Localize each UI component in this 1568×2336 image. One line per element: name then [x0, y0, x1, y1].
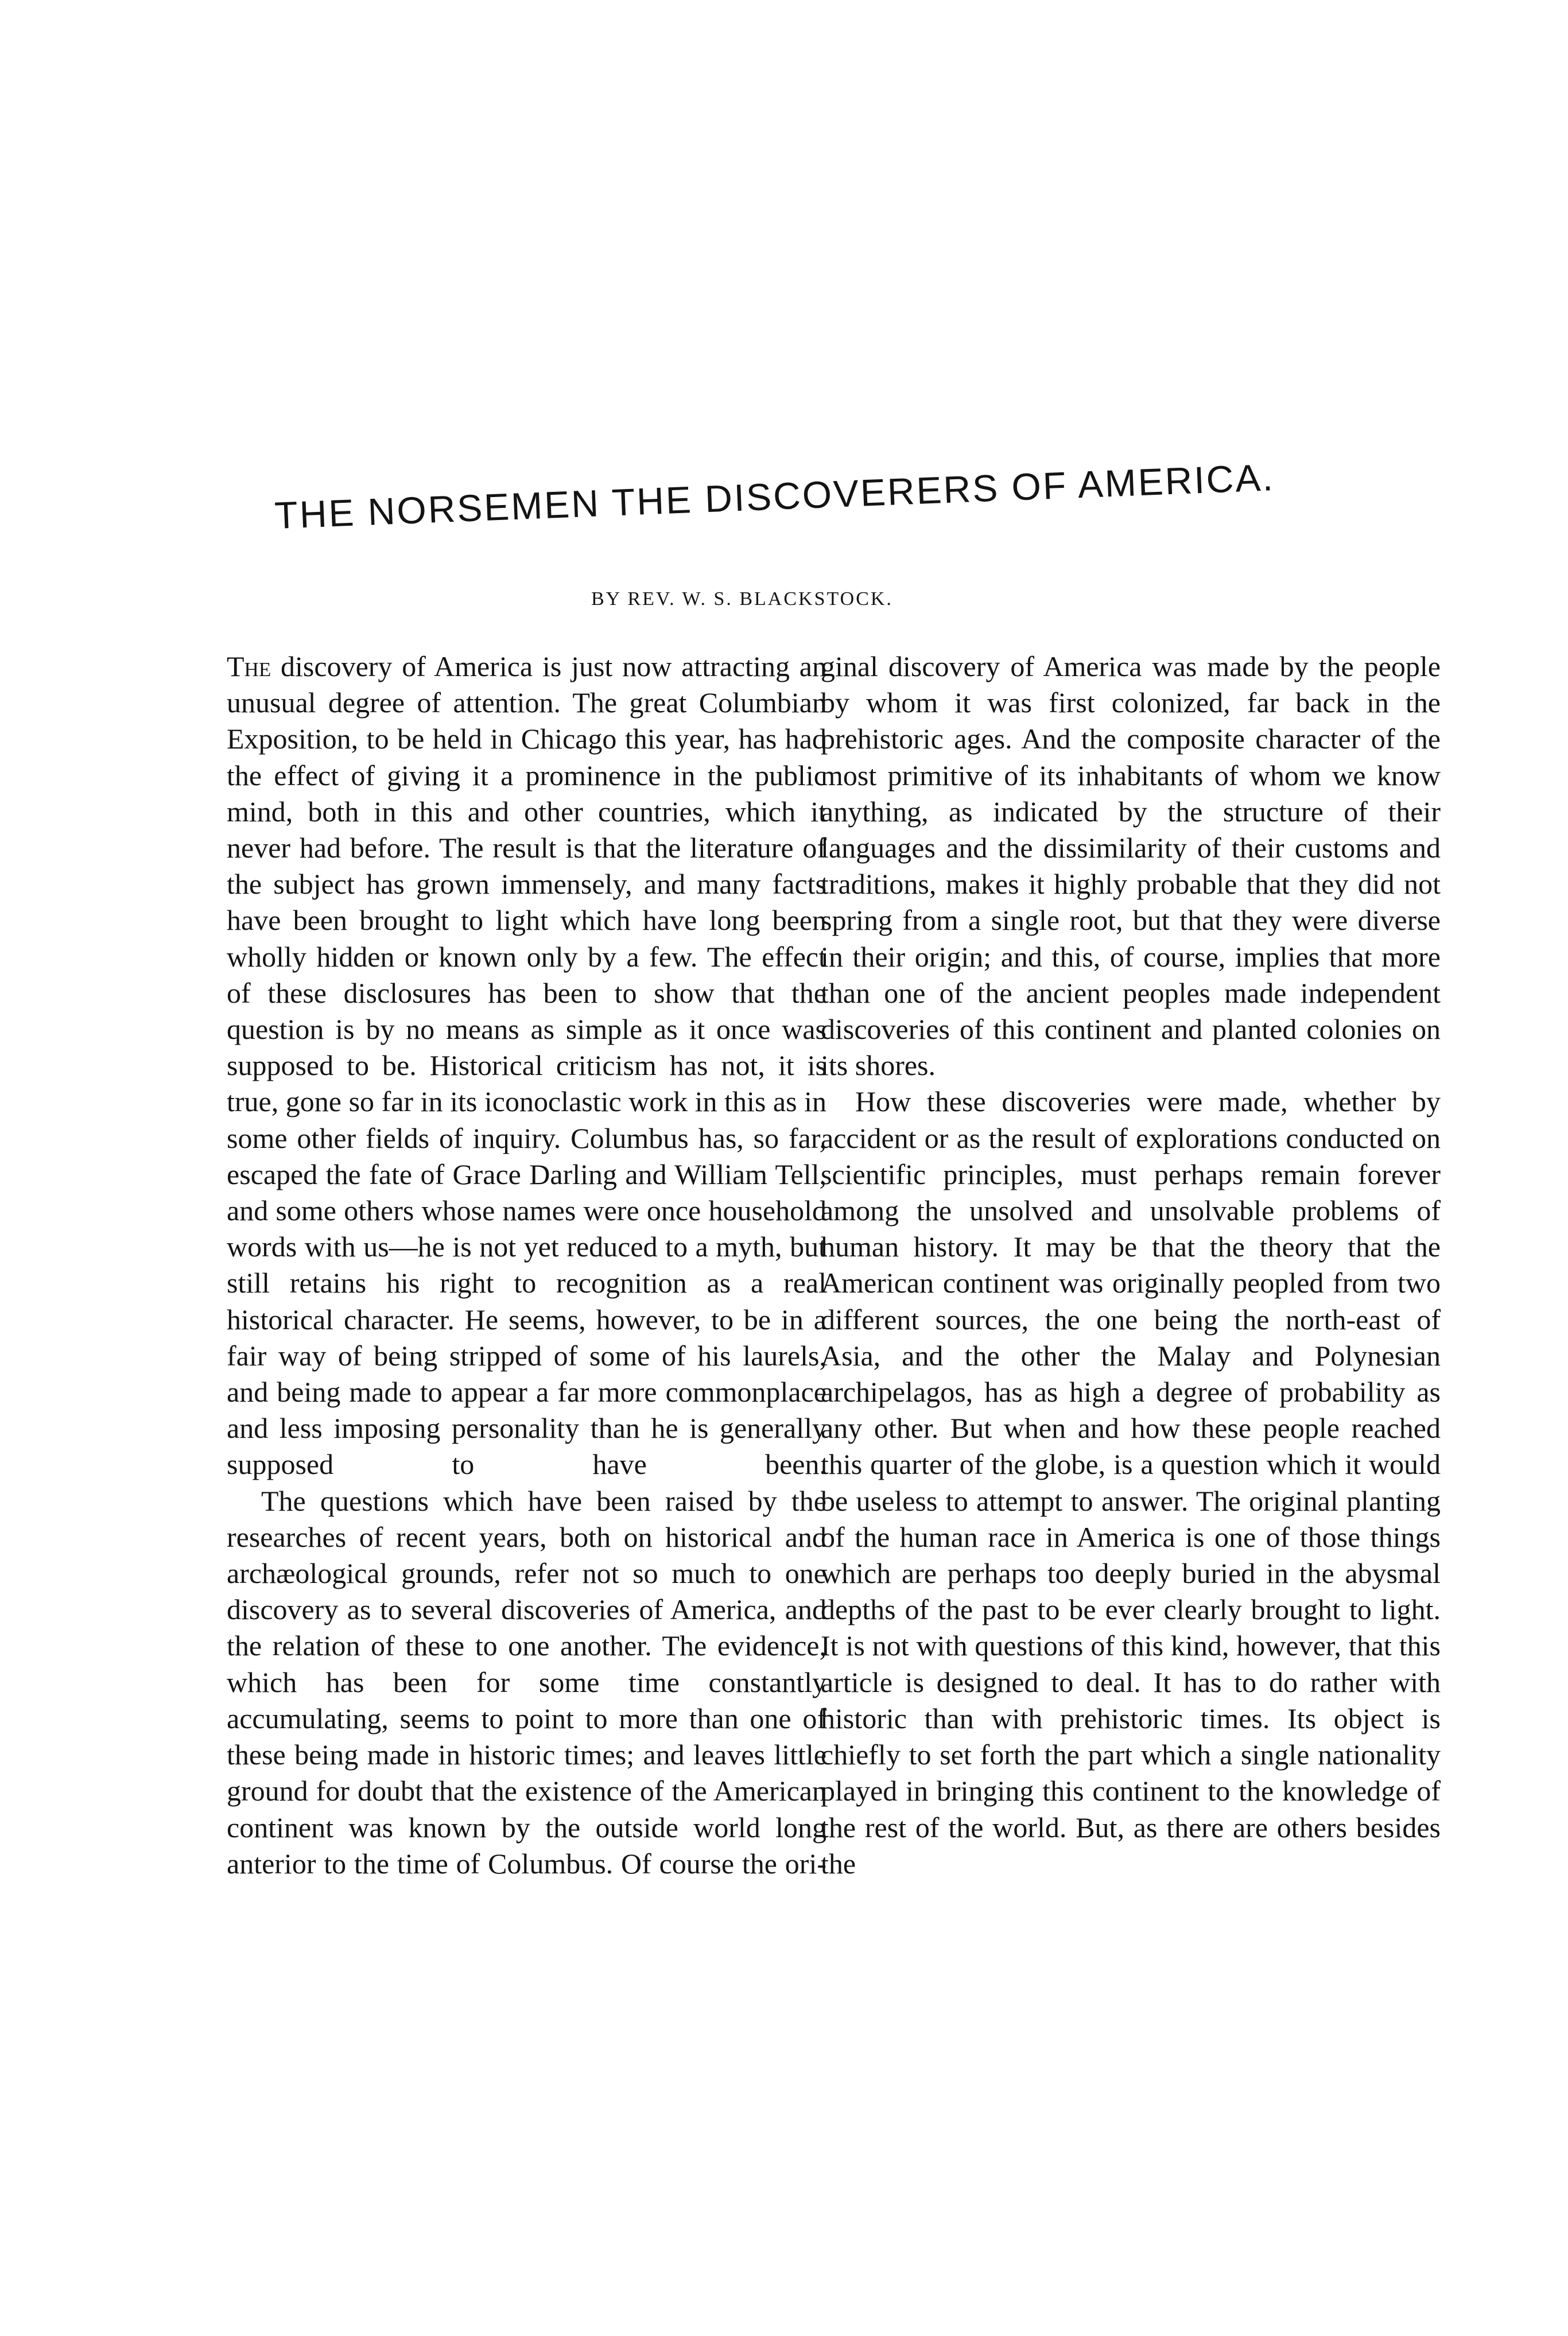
opening-word: The [227, 650, 271, 682]
right-column [821, 649, 1441, 1882]
article-byline: BY REV. W. S. BLACKSTOCK. [591, 588, 893, 610]
right-paragraph-1: ginal discovery of America was made by the people by whom it was first colonized, far back in the prehistoric ages. And the composite character of the most primitive of its inhabitants of whom we know anything, as indicated by the structure of their languages and the dissimilarity of their customs and traditions, makes it highly probable that they did not spring from a single root, but that they were diverse in their origin; and this, of course, implies that more than one of the ancient peoples made independent discoveries of this continent and planted colonies on its shores. [821, 650, 1441, 1082]
left-paragraph-1 [227, 649, 826, 1483]
left-column [227, 649, 826, 1882]
left-paragraph-1-text: discovery of America is just now attracting an unusual degree of attention. The great Columbian Exposition, to be held in Chicago this year, has had the effect of giving it a prominence in the public mind, both in this and other countries, which it never had before. The result is that the literature of the subject has grown immensely, and many facts have been brought to light which have long been wholly hidden or known only by a few. The effect of these disclosures has been to show that the question is by no means as simple as it once was supposed to be. Historical criticism has not, it is true, gone so far in its iconoclastic work in this as in some other fields of inquiry. Columbus has, so far, escaped the fate of Grace Darling and William Tell, and some others whose names were once household words with us—he is not yet reduced to a myth, but still retains his right to recognition as a real historical character. He seems, however, to be in a fair way of being stripped of some of his laurels, and being made to appear a far more commonplace and less imposing personality than he is generally supposed to have been. [227, 650, 826, 1481]
left-paragraph-2: The questions which have been raised by the researches of recent years, both on historical and archæological grounds, refer not so much to one discovery as to several discoveries of America, and the relation of these to one another. The evidence, which has been for some time constantly accumulating, seems to point to more than one of these being made in historic times; and leaves little ground for doubt that the existence of the American continent was known by the outside world long anterior to the time of Columbus. Of course the ori- [227, 1484, 826, 1880]
article-title: THE NORSEMEN THE DISCOVERERS OF AMERICA. [274, 456, 1276, 537]
right-paragraph-2: How these discoveries were made, whether by accident or as the result of explorations conducted on scientific principles, must perhaps remain forever among the unsolved and unsolvable problems of human history. It may be that the theory that the American continent was originally peopled from two different sources, the one being the north-east of Asia, and the other the Malay and Polynesian archipelagos, has as high a degree of probability as any other. But when and how these people reached this quarter of the globe, is a question which it would be useless to attempt to answer. The original planting of the human race in America is one of those things which are perhaps too deeply buried in the abysmal depths of the past to be ever clearly brought to light. It is not with questions of this kind, however, that this article is designed to deal. It has to do rather with historic than with prehistoric times. Its object is chiefly to set forth the part which a single nationality played in bringing this continent to the knowledge of the rest of the world. But, as there are others besides the [821, 1085, 1441, 1880]
